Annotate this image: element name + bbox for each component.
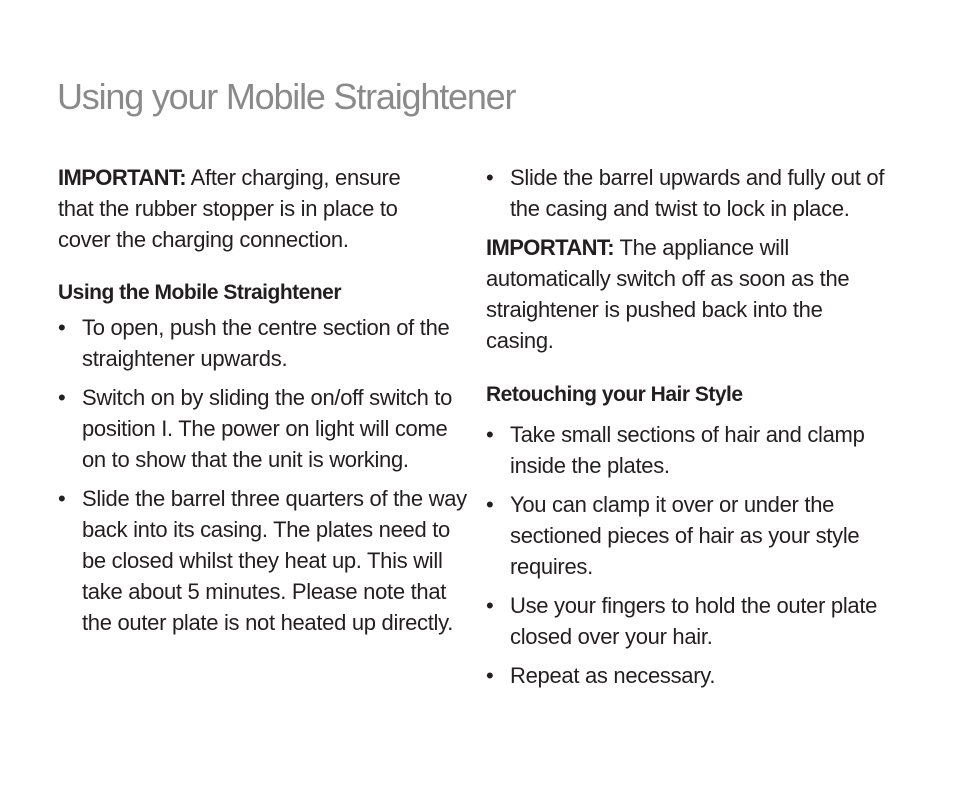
section-heading: Retouching your Hair Style [486,383,743,406]
bullet-glyph: • [486,165,494,190]
list-item [58,382,477,475]
list-item-text: To open, push the centre section of the straightener upwards. [82,315,450,371]
list-item [58,312,452,374]
instruction-list [486,419,886,691]
bullet-glyph: • [58,315,66,340]
list-item-text: Slide the barrel upwards and fully out of the casing and twist to lock in place. [510,165,885,221]
list-item [486,162,910,224]
bullet-glyph: • [486,422,494,447]
left-column [58,162,467,638]
section-heading: Using the Mobile Straightener [58,281,342,304]
important-note [486,232,878,356]
important-label: IMPORTANT: [486,235,615,260]
bullet-glyph: • [58,486,66,511]
bullet-glyph: • [486,492,494,517]
list-item [58,483,474,638]
list-item [486,660,902,691]
bullet-glyph: • [58,385,66,410]
list-item-text: You can clamp it over or under the sectioned pieces of hair as your style requires. [510,492,860,579]
bullet-glyph: • [486,663,494,688]
list-item-text: Switch on by sliding the on/off switch to position I. The power on light will come on to show that the unit is working. [82,385,453,472]
list-item [486,590,902,652]
page-title: Using your Mobile Straightener [57,76,516,117]
list-item-text: Slide the barrel three quarters of the way back into its casing. The plates need to be closed whilst they heat up. This will take about 5 minutes. Please note that the outer plate is not heated up directly. [82,486,467,635]
list-item [486,419,880,481]
instruction-list [486,162,886,224]
important-label: IMPORTANT: [58,165,187,190]
bullet-glyph: • [486,593,494,618]
important-note [58,162,438,255]
important-text: The appliance will automatically switch off as soon as the straightener is pushed back into the casing. [486,235,850,353]
right-column [486,162,886,691]
instruction-list [58,312,467,638]
list-item-text: Repeat as necessary. [510,663,716,688]
important-text: After charging, ensure that the rubber stopper is in place to cover the charging connection. [58,165,401,252]
list-item-text: Take small sections of hair and clamp inside the plates. [510,422,865,478]
list-item-text: Use your fingers to hold the outer plate closed over your hair. [510,593,878,649]
list-item [486,489,880,582]
